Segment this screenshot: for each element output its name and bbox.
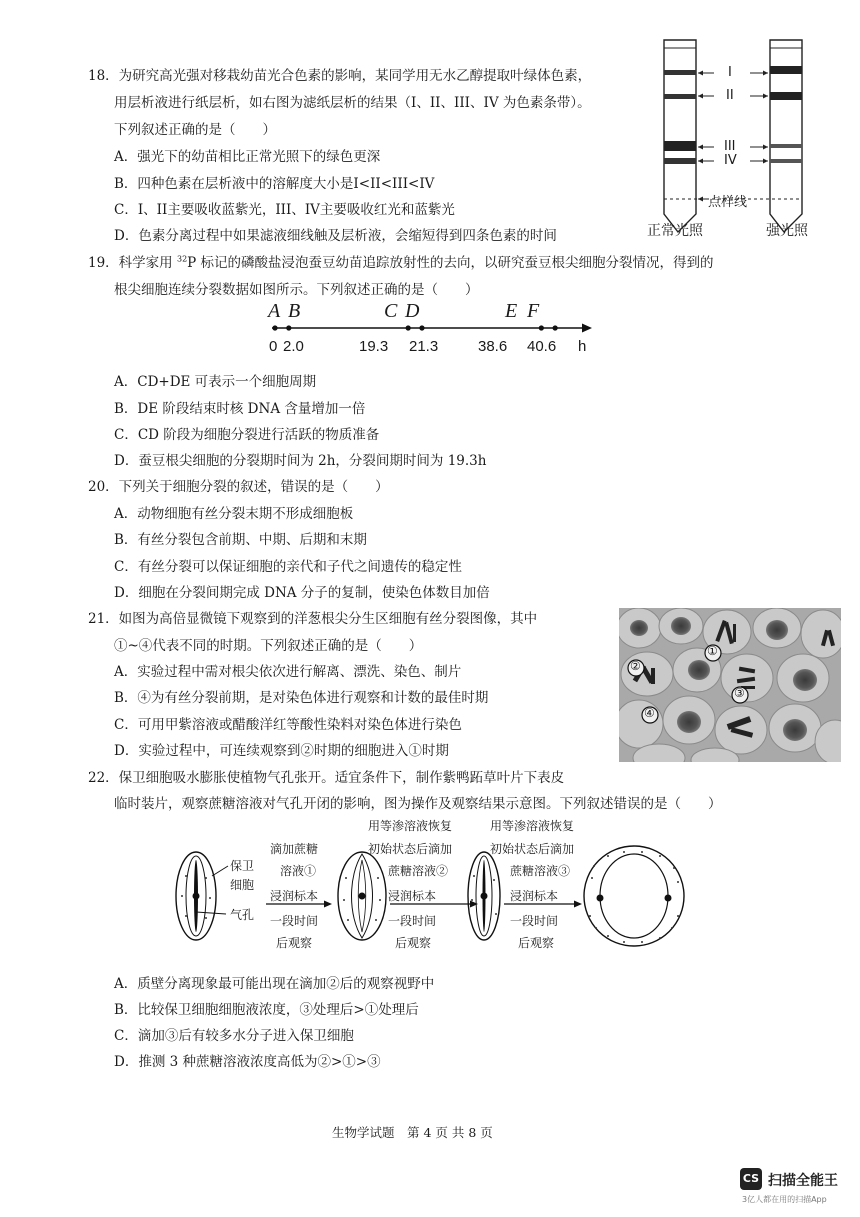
micrograph-label-4: ④ bbox=[644, 706, 655, 720]
q19-option-d: D．蚕豆根尖细胞的分裂期时间为 2h，分裂间期时间为 19.3h bbox=[114, 453, 487, 469]
q20-option-b: B．有丝分裂包含前期、中期、后期和末期 bbox=[114, 532, 367, 548]
band-label-3: III bbox=[724, 139, 736, 154]
strip-strong-light bbox=[770, 40, 802, 232]
step2-line6: 后观察 bbox=[395, 936, 432, 950]
q20-option-d: D．细胞在分裂间期完成 DNA 分子的复制，使染色体数目加倍 bbox=[114, 585, 490, 601]
camscanner-logo-icon: CS bbox=[740, 1168, 762, 1190]
band-label-4: IV bbox=[724, 153, 737, 168]
band-label-2: II bbox=[726, 88, 734, 103]
micrograph-image bbox=[619, 608, 841, 762]
strip-normal-light bbox=[664, 40, 696, 232]
q18-option-b: B．四种色素在层析液中的溶解度大小是I<II<III<IV bbox=[114, 176, 435, 192]
q19-option-a: A．CD+DE 可表示一个细胞周期 bbox=[114, 374, 317, 390]
step3-line6: 后观察 bbox=[518, 936, 555, 950]
step1-line4: 一段时间 bbox=[270, 914, 319, 928]
q18-option-c: C．I、II主要吸收蓝紫光，III、IV主要吸收红光和蓝紫光 bbox=[114, 202, 455, 218]
q18-line1: 18．为研究高光强对移栽幼苗光合色素的影响，某同学用无水乙醇提取叶绿体色素， bbox=[88, 68, 592, 84]
sample-line-label: 点样线 bbox=[708, 195, 748, 210]
q18-option-a: A．强光下的幼苗相比正常光照下的绿色更深 bbox=[114, 149, 381, 165]
step2-line1: 用等渗溶液恢复 bbox=[368, 819, 453, 833]
q19-line1: 19．科学家用 $^{32}$P 标记的磷酸盐浸泡蚕豆幼苗追踪放射性的去向，以研究蚕豆根尖细胞分裂情况，得到的 bbox=[88, 254, 714, 271]
q20-line1: 20．下列关于细胞分裂的叙述，错误的是（ ） bbox=[88, 479, 389, 495]
axis-letter-f: F bbox=[527, 300, 540, 322]
step2-line2: 初始状态后滴加 bbox=[368, 842, 453, 856]
step2-line3: 蔗糖溶液② bbox=[388, 864, 449, 878]
axis-value-b: 2.0 bbox=[283, 338, 304, 355]
axis-letter-d: D bbox=[405, 300, 420, 322]
stoma-pore-label: 气孔 bbox=[230, 908, 255, 922]
brand-name: 扫描全能王 bbox=[768, 1173, 838, 1189]
axis-value-c: 19.3 bbox=[359, 338, 389, 355]
step3-line5: 一段时间 bbox=[510, 914, 559, 928]
axis-point-f bbox=[553, 325, 558, 330]
axis-value-a: 0 bbox=[269, 338, 278, 355]
q18-option-d: D．色素分离过程中如果滤液细线触及层析液，会缩短得到四条色素的时间 bbox=[114, 228, 557, 244]
q21-line1: 21．如图为高倍显微镜下观察到的洋葱根尖分生区细胞有丝分裂图像，其中 bbox=[88, 611, 538, 627]
step3-line3: 蔗糖溶液③ bbox=[510, 864, 571, 878]
axis-value-f: 40.6 bbox=[527, 338, 557, 355]
q22-line1: 22．保卫细胞吸水膨胀使植物气孔张开。适宜条件下，制作紫鸭跖草叶片下表皮 bbox=[88, 770, 565, 786]
q22-option-b: B．比较保卫细胞细胞液浓度，③处理后>①处理后 bbox=[114, 1002, 419, 1018]
q22-option-d: D．推测 3 种蔗糖溶液浓度高低为②>①>③ bbox=[114, 1054, 381, 1070]
axis-point-e bbox=[539, 325, 544, 330]
normal-light-label: 正常光照 bbox=[647, 223, 703, 239]
axis-value-d: 21.3 bbox=[409, 338, 439, 355]
step1-line3: 浸润标本 bbox=[270, 889, 319, 903]
q21-option-d: D．实验过程中，可连续观察到②时期的细胞进入①时期 bbox=[114, 743, 449, 759]
axis-point-d bbox=[419, 325, 424, 330]
guard-cell-label-2: 细胞 bbox=[230, 878, 255, 892]
band-label-1: I bbox=[728, 65, 732, 80]
brand-tagline: 3亿人都在用的扫描App bbox=[742, 1195, 827, 1204]
q19-line2: 根尖细胞连续分裂数据如图所示。下列叙述正确的是（ ） bbox=[114, 282, 479, 298]
guard-cell-4 bbox=[584, 846, 684, 946]
axis-letter-a: A bbox=[268, 300, 281, 322]
step3-line1: 用等渗溶液恢复 bbox=[490, 819, 575, 833]
micrograph-label-3: ③ bbox=[734, 686, 745, 700]
q21-option-c: C．可用甲紫溶液或醋酸洋红等酸性染料对染色体进行染色 bbox=[114, 717, 462, 733]
q22-option-a: A．质壁分离现象最可能出现在滴加②后的观察视野中 bbox=[114, 976, 435, 992]
guard-cell-label-1: 保卫 bbox=[230, 859, 255, 873]
axis-unit: h bbox=[578, 338, 587, 355]
q19-option-c: C．CD 阶段为细胞分裂进行活跃的物质准备 bbox=[114, 427, 380, 443]
axis-letter-b: B bbox=[288, 300, 301, 322]
q21-line2: ①~④代表不同的时期。下列叙述正确的是（ ） bbox=[114, 638, 423, 654]
q19-option-b: B．DE 阶段结束时核 DNA 含量增加一倍 bbox=[114, 401, 366, 417]
step1-line2: 溶液① bbox=[280, 864, 317, 878]
q20-option-c: C．有丝分裂可以保证细胞的亲代和子代之间遗传的稳定性 bbox=[114, 559, 462, 575]
step2-line5: 一段时间 bbox=[388, 914, 437, 928]
step1-line1: 滴加蔗糖 bbox=[270, 842, 319, 856]
strong-light-label: 强光照 bbox=[766, 223, 808, 239]
guard-cell-1 bbox=[176, 852, 216, 940]
q20-option-a: A．动物细胞有丝分裂末期不形成细胞板 bbox=[114, 506, 354, 522]
step2-line4: 浸润标本 bbox=[388, 889, 437, 903]
q22-line2: 临时装片，观察蔗糖溶液对气孔开闭的影响，图为操作及观察结果示意图。下列叙述错误的是（ ） bbox=[114, 796, 722, 812]
q18-line3: 下列叙述正确的是（ ） bbox=[114, 122, 276, 138]
step3-line2: 初始状态后滴加 bbox=[490, 842, 575, 856]
step3-line4: 浸润标本 bbox=[510, 889, 559, 903]
micrograph-label-2: ② bbox=[630, 659, 641, 673]
axis-letter-c: C bbox=[384, 300, 398, 322]
axis-letter-e: E bbox=[505, 300, 518, 322]
q22-option-c: C．滴加③后有较多水分子进入保卫细胞 bbox=[114, 1028, 354, 1044]
axis-value-e: 38.6 bbox=[478, 338, 508, 355]
q18-line2: 用层析液进行纸层析，如右图为滤纸层析的结果（I、II、III、IV 为色素条带）。 bbox=[114, 95, 591, 111]
guard-cell-2 bbox=[338, 852, 386, 940]
axis-point-a bbox=[272, 325, 277, 330]
page-footer: 生物学试题 第 4 页 共 8 页 bbox=[332, 1125, 493, 1140]
q21-option-b: B．④为有丝分裂前期，是对染色体进行观察和计数的最佳时期 bbox=[114, 690, 489, 706]
q21-option-a: A．实验过程中需对根尖依次进行解离、漂洗、染色、制片 bbox=[114, 664, 462, 680]
guard-cell-3 bbox=[468, 852, 500, 940]
micrograph-label-1: ① bbox=[707, 644, 718, 658]
step1-line5: 后观察 bbox=[276, 936, 313, 950]
axis-point-b bbox=[286, 325, 291, 330]
axis-point-c bbox=[406, 325, 411, 330]
